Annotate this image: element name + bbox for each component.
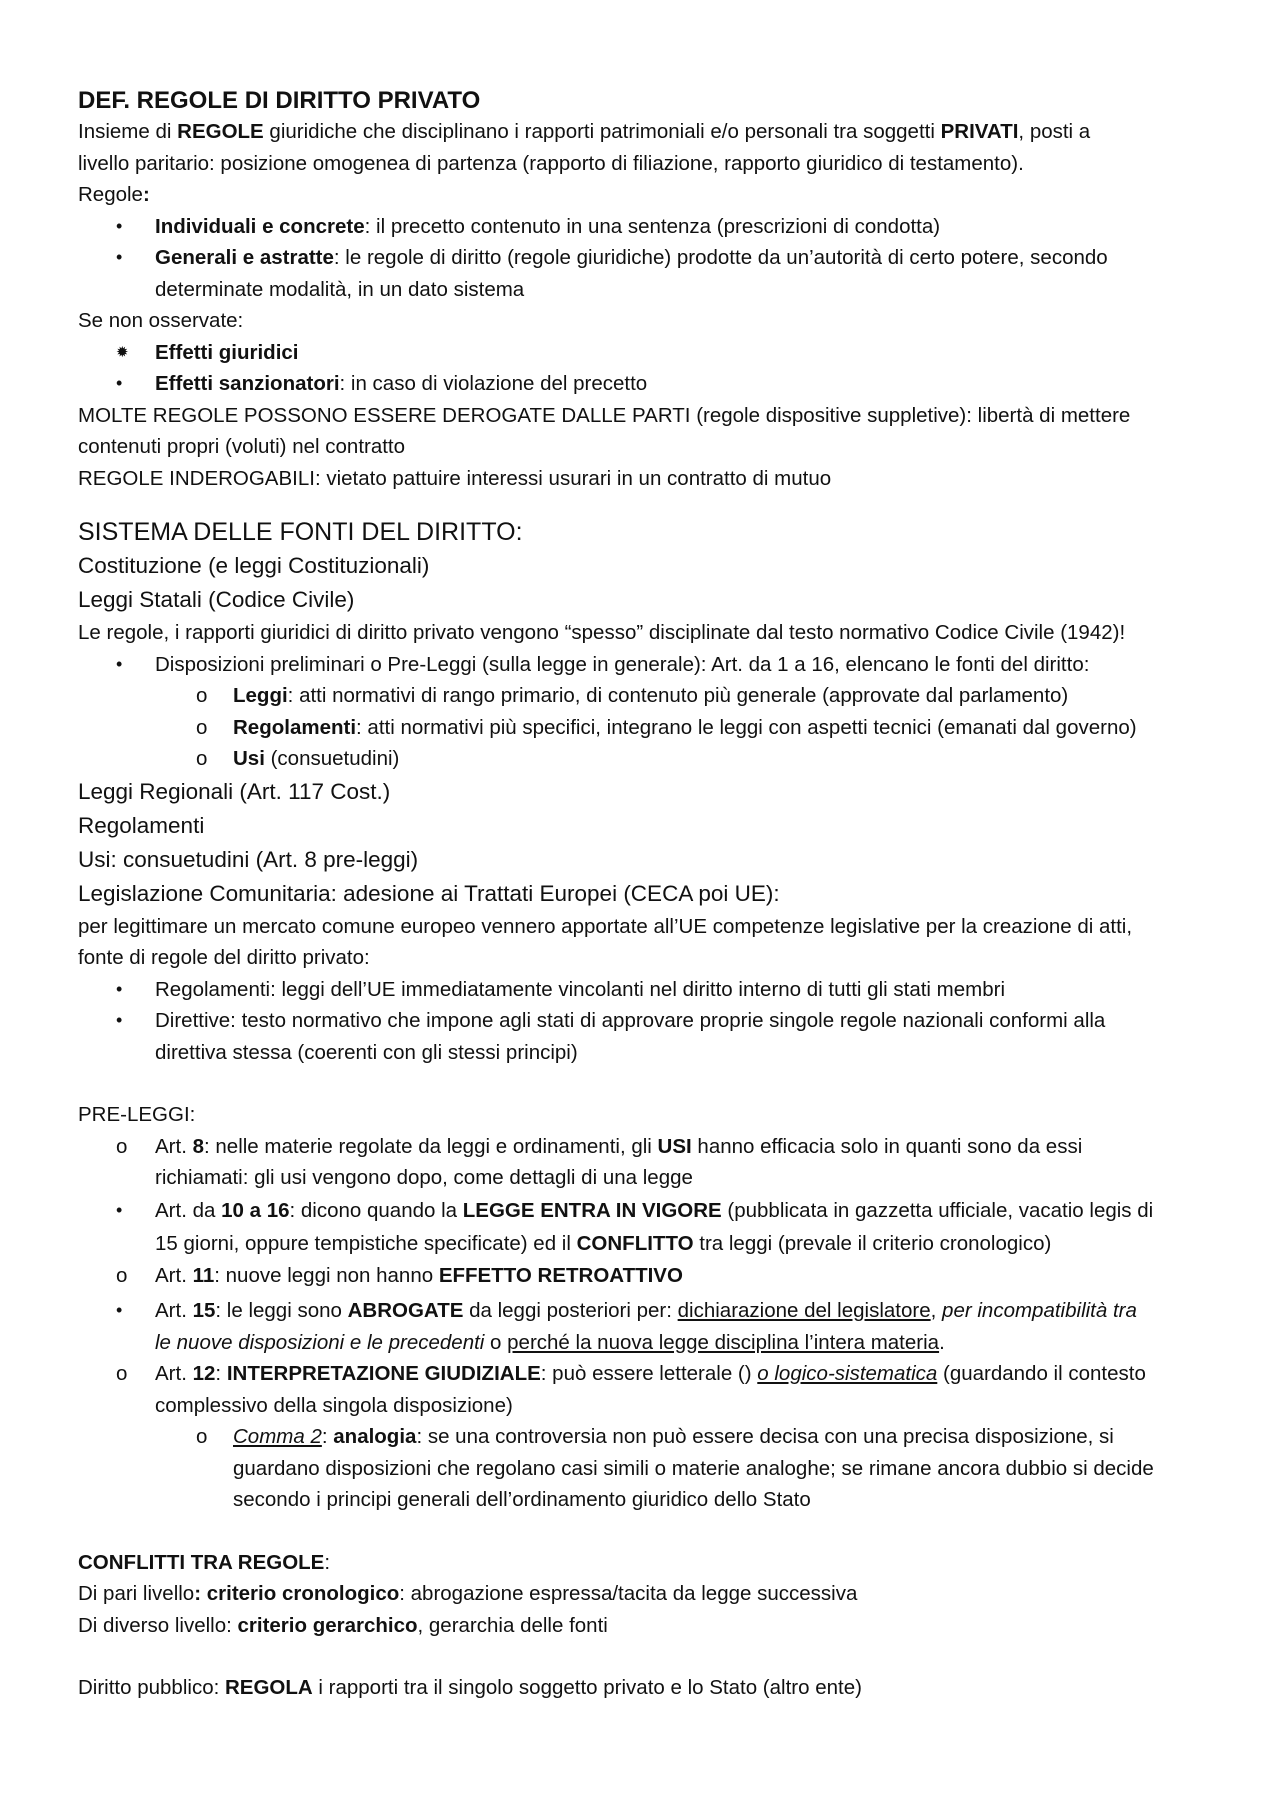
section-title-fonti: SISTEMA DELLE FONTI DEL DIRITTO: xyxy=(78,518,523,546)
paragraph: Regole: xyxy=(78,183,150,206)
document-page xyxy=(78,86,1208,1704)
sublist-item-continuation: secondo i principi generali dell’ordinamento giuridico dello Stato xyxy=(233,1488,811,1511)
list-item: • Regolamenti: leggi dell’UE immediatamente vincolanti nel diritto interno di tutti gli stati membri xyxy=(78,974,1208,1006)
list-item: • Art. 15: le leggi sono ABROGATE da leggi posteriori per: dichiarazione del legislatore, per incompatibilità tra xyxy=(78,1295,1208,1327)
circle-bullet-icon: o xyxy=(116,1263,128,1287)
paragraph: Diritto pubblico: REGOLA i rapporti tra il singolo soggetto privato e lo Stato (altro ente) xyxy=(78,1676,862,1699)
paragraph: livello paritario: posizione omogenea di partenza (rapporto di filiazione, rapporto giuridico di testamento). xyxy=(78,151,1024,175)
list-item-continuation: complessivo della singola disposizione) xyxy=(155,1393,513,1417)
list-item-continuation: 15 giorni, oppure tempistiche specificate) ed il CONFLITTO tra leggi (prevale il criterio cronologico) xyxy=(155,1231,1052,1255)
list-item: ✹ Effetti giuridici xyxy=(78,337,1208,369)
circle-bullet-icon: o xyxy=(196,715,208,739)
bullet-icon: • xyxy=(116,247,123,267)
sublist-item: o Usi (consuetudini) xyxy=(78,743,1208,775)
list-item: o Art. 12: INTERPRETAZIONE GIUDIZIALE: può essere letterale () o logico-sistematica (guardando il contesto xyxy=(78,1358,1208,1390)
bullet-icon: • xyxy=(116,1010,123,1030)
circle-bullet-icon: o xyxy=(116,1362,128,1385)
bullet-icon: • xyxy=(116,373,123,393)
bullet-icon: • xyxy=(116,1300,123,1320)
list-item: • Generali e astratte: le regole di diritto (regole giuridiche) prodotte da un’autorità di certo potere, secondo xyxy=(78,242,1208,274)
circle-bullet-icon: o xyxy=(196,747,208,770)
bullet-icon: • xyxy=(116,978,123,999)
list-item-continuation: determinate modalità, in un dato sistema xyxy=(155,277,525,301)
paragraph: per legittimare un mercato comune europeo vennero apportate all’UE competenze legislative per la creazione di atti, xyxy=(78,914,1133,938)
list-item-continuation: richiamati: gli usi vengono dopo, come dettagli di una legge xyxy=(155,1166,693,1189)
paragraph: MOLTE REGOLE POSSONO ESSERE DEROGATE DALLE PARTI (regole dispositive suppletive): libertà di mettere xyxy=(78,403,1131,427)
sublist-item: o Leggi: atti normativi di rango primario, di contenuto più generale (approvate dal parlamento) xyxy=(78,680,1208,712)
section-title-definizione: DEF. REGOLE DI DIRITTO PRIVATO xyxy=(78,87,481,114)
subheading: Leggi Statali (Codice Civile) xyxy=(78,587,355,612)
list-item-continuation: direttiva stessa (coerenti con gli stessi principi) xyxy=(155,1040,578,1064)
section-title-conflitti: CONFLITTI TRA REGOLE: xyxy=(78,1550,331,1574)
subheading: Regolamenti xyxy=(78,812,205,838)
subheading: Costituzione (e leggi Costituzionali) xyxy=(78,553,430,578)
list-item: • Effetti sanzionatori: in caso di violazione del precetto xyxy=(78,368,1208,400)
subheading: Legislazione Comunitaria: adesione ai Trattati Europei (CECA poi UE): xyxy=(78,880,780,906)
paragraph: Insieme di REGOLE giuridiche che disciplinano i rapporti patrimoniali e/o personali tra soggetti PRIVATI, posti a xyxy=(78,120,1091,143)
list-item: • Direttive: testo normativo che impone agli stati di approvare proprie singole regole nazionali conformi alla xyxy=(78,1005,1208,1037)
circle-bullet-icon: o xyxy=(116,1134,128,1158)
paragraph: contenuti propri (voluti) nel contratto xyxy=(78,435,406,458)
section-title-preleggi: PRE-LEGGI: xyxy=(78,1103,196,1126)
subheading: Leggi Regionali (Art. 117 Cost.) xyxy=(78,778,391,804)
subheading: Usi: consuetudini (Art. 8 pre-leggi) xyxy=(78,846,419,872)
paragraph: Le regole, i rapporti giuridici di diritto privato vengono “spesso” disciplinate dal testo normativo Codice Civile (1942)! xyxy=(78,621,1126,644)
list-item: • Disposizioni preliminari o Pre-Leggi (sulla legge in generale): Art. da 1 a 16, elencano le fonti del diritto: xyxy=(78,649,1208,681)
bullet-icon: • xyxy=(116,1199,123,1220)
list-item: o Art. 11: nuove leggi non hanno EFFETTO RETROATTIVO xyxy=(78,1260,1208,1292)
circle-bullet-icon: o xyxy=(196,1425,208,1448)
list-item: • Art. da 10 a 16: dicono quando la LEGGE ENTRA IN VIGORE (pubblicata in gazzetta ufficiale, vacatio legis di xyxy=(78,1194,1208,1227)
paragraph: fonte di regole del diritto privato: xyxy=(78,946,370,969)
list-item: o Art. 8: nelle materie regolate da leggi e ordinamenti, gli USI hanno efficacia solo in quanti sono da essi xyxy=(78,1131,1208,1163)
sublist-item-continuation: guardano disposizioni che regolano casi simili o materie analoghe; se rimane ancora dubbio si decide xyxy=(233,1456,1154,1480)
list-item: • Individuali e concrete: il precetto contenuto in una sentenza (prescrizioni di condotta) xyxy=(78,211,1208,243)
sublist-item: o Comma 2: analogia: se una controversia non può essere decisa con una precisa disposizione, si xyxy=(78,1421,1208,1453)
sublist-item: o Regolamenti: atti normativi più specifici, integrano le leggi con aspetti tecnici (emanati dal governo) xyxy=(78,712,1208,744)
list-item-continuation: le nuove disposizioni e le precedenti o perché la nuova legge disciplina l’intera materia. xyxy=(155,1330,945,1354)
bullet-icon: • xyxy=(116,653,123,674)
paragraph: Di diverso livello: criterio gerarchico, gerarchia delle fonti xyxy=(78,1613,608,1637)
paragraph: REGOLE INDEROGABILI: vietato pattuire interessi usurari in un contratto di mutuo xyxy=(78,466,832,490)
paragraph: Di pari livello: criterio cronologico: abrogazione espressa/tacita da legge successiva xyxy=(78,1582,858,1605)
star-bullet-icon: ✹ xyxy=(116,343,129,361)
circle-bullet-icon: o xyxy=(196,684,208,707)
paragraph: Se non osservate: xyxy=(78,309,244,332)
bullet-icon: • xyxy=(116,215,123,236)
